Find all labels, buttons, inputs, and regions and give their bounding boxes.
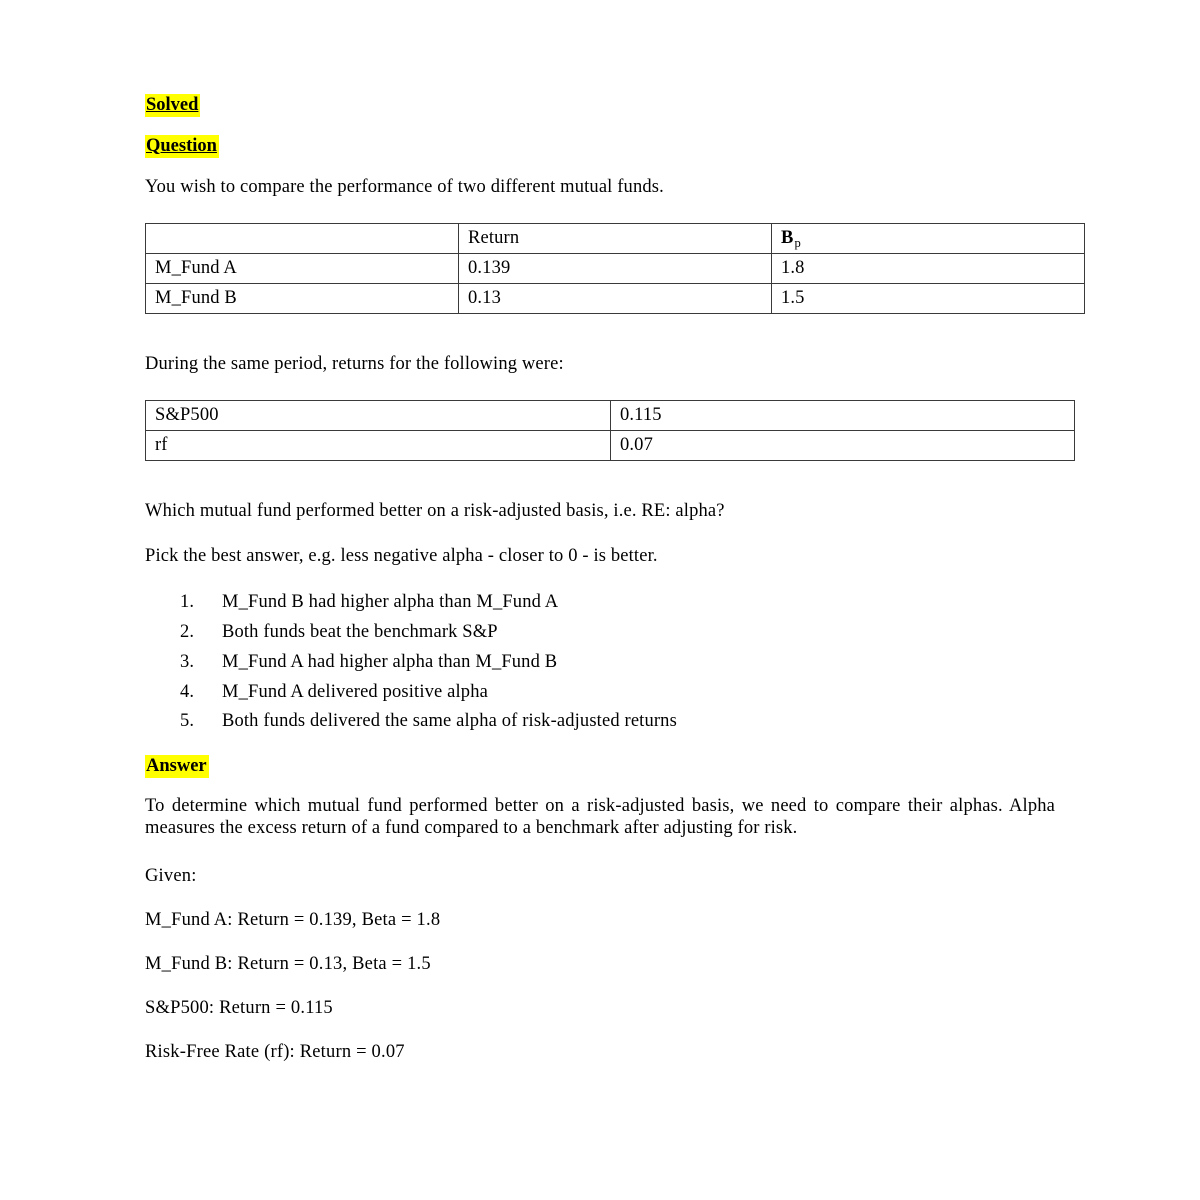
list-item[interactable]	[145, 707, 1055, 737]
spacer	[145, 376, 1055, 400]
option-number: 5.	[180, 711, 195, 732]
fund-b-name: M_Fund B	[146, 283, 459, 313]
pick-instruction: Pick the best answer, e.g. less negative alpha - closer to 0 - is better.	[145, 546, 658, 567]
spacer	[145, 1020, 1055, 1042]
heading-answer-text: Answer	[146, 756, 207, 777]
options-list	[145, 588, 1055, 737]
rf-value: 0.07	[611, 430, 1075, 460]
beta-symbol-base: B	[781, 228, 794, 249]
funds-table-header-return: Return	[459, 223, 772, 253]
funds-table-header-blank	[146, 223, 459, 253]
spacer	[145, 976, 1055, 998]
question-prompt: Which mutual fund performed better on a risk-adjusted basis, i.e. RE: alpha?	[145, 500, 725, 521]
given-line-fund-b: M_Fund B: Return = 0.13, Beta = 1.5	[145, 954, 431, 975]
table-row	[146, 400, 1075, 430]
list-item[interactable]	[145, 618, 1055, 648]
spacer	[145, 461, 1055, 501]
spacer	[145, 199, 1055, 223]
option-text: M_Fund A had higher alpha than M_Fund B	[222, 651, 558, 672]
option-number: 2.	[180, 622, 195, 643]
list-item[interactable]	[145, 648, 1055, 678]
table-row	[146, 283, 1085, 313]
fund-a-return: 0.139	[459, 253, 772, 283]
option-text: Both funds delivered the same alpha of risk-adjusted returns	[222, 711, 677, 732]
spacer	[145, 737, 1055, 757]
heading-question-text: Question	[146, 135, 217, 156]
heading-solved	[145, 96, 1055, 115]
fund-b-beta: 1.5	[772, 283, 1085, 313]
heading-answer	[145, 757, 1055, 776]
heading-question	[145, 137, 1055, 156]
document-content	[145, 96, 1055, 1064]
period-paragraph: During the same period, returns for the following were:	[145, 353, 564, 374]
option-text: M_Fund B had higher alpha than M_Fund A	[222, 592, 559, 613]
funds-table	[145, 223, 1085, 314]
beta-symbol-subscript: p	[794, 236, 801, 251]
spacer	[145, 155, 1055, 177]
spacer	[145, 522, 1055, 546]
option-text: Both funds beat the benchmark S&P	[222, 622, 498, 643]
sp500-label: S&P500	[146, 400, 611, 430]
table-row	[146, 253, 1085, 283]
rf-label: rf	[146, 430, 611, 460]
option-number: 3.	[180, 651, 195, 672]
sp500-value: 0.115	[611, 400, 1075, 430]
given-line-sp500: S&P500: Return = 0.115	[145, 997, 333, 1018]
spacer	[145, 776, 1055, 796]
option-text: M_Fund A delivered positive alpha	[222, 681, 488, 702]
given-label: Given:	[145, 866, 197, 887]
given-line-risk-free-rate: Risk-Free Rate (rf): Return = 0.07	[145, 1041, 405, 1062]
answer-paragraph: To determine which mutual fund performed better on a risk-adjusted basis, we need to compare their alphas. Alpha measures the excess return of a fund compared to a benchmark after adjusting for risk.	[145, 795, 1055, 838]
heading-solved-text: Solved	[146, 95, 199, 115]
benchmark-table	[145, 400, 1075, 461]
intro-paragraph: You wish to compare the performance of two different mutual funds.	[145, 177, 664, 197]
option-number: 4.	[180, 681, 195, 702]
option-number: 1.	[180, 592, 195, 613]
fund-b-return: 0.13	[459, 283, 772, 313]
spacer	[145, 932, 1055, 954]
list-item[interactable]	[145, 678, 1055, 708]
fund-a-name: M_Fund A	[146, 253, 459, 283]
fund-a-beta: 1.8	[772, 253, 1085, 283]
table-row	[146, 430, 1075, 460]
table-header-row	[146, 223, 1085, 253]
spacer	[145, 888, 1055, 910]
funds-table-header-beta	[772, 223, 1085, 253]
spacer	[145, 839, 1055, 866]
spacer	[145, 568, 1055, 588]
list-item[interactable]	[145, 588, 1055, 618]
spacer	[145, 314, 1055, 354]
given-line-fund-a: M_Fund A: Return = 0.139, Beta = 1.8	[145, 910, 441, 931]
spacer	[145, 115, 1055, 137]
